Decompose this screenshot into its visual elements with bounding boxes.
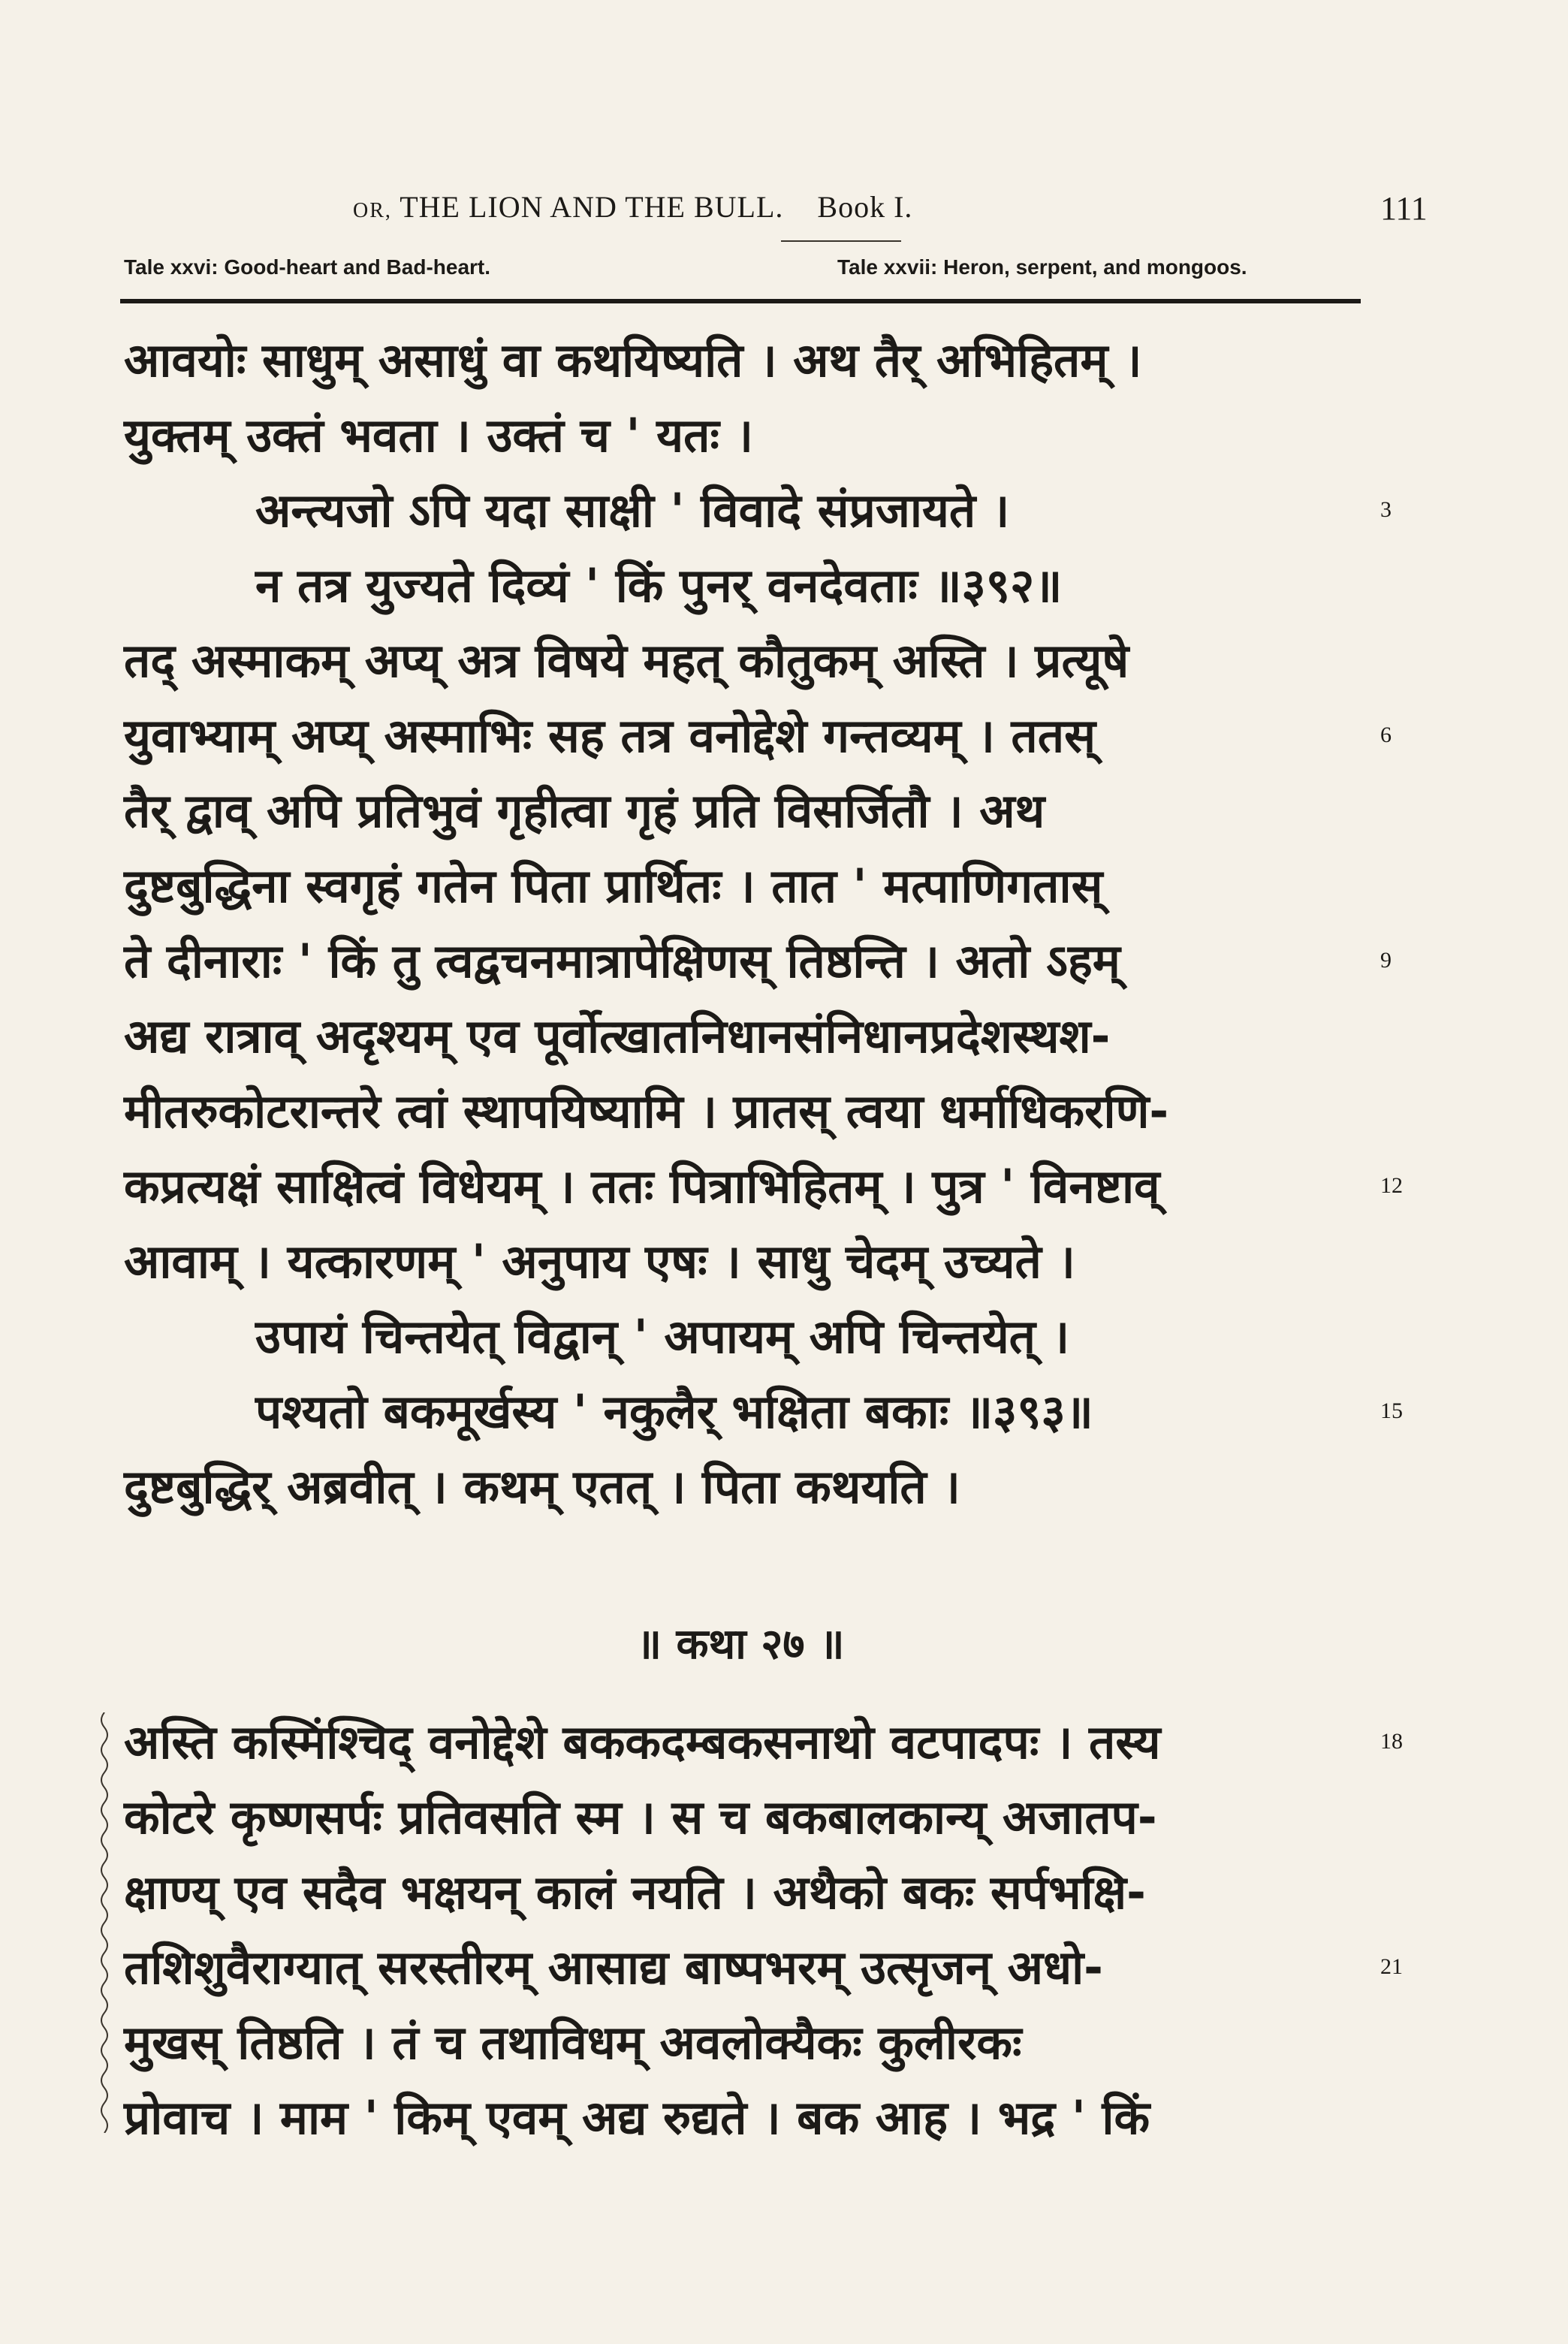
- text-line-2: युक्तम् उक्तं भवता । उक्तं च ' यतः ।: [124, 408, 754, 463]
- line-number-15: 15: [1380, 1398, 1403, 1423]
- line-number-3: 3: [1380, 497, 1392, 522]
- text-line-6: युवाभ्याम् अप्य् अस्माभिः सह तत्र वनोद्देशे गन्तव्यम् । ततस्: [124, 708, 1096, 763]
- verse-line-4: पश्यतो बकमूर्खस्य ' नकुलैर् भक्षिता बकाः ॥३९३॥: [255, 1384, 1093, 1439]
- text-line-8: दुष्टबुद्धिना स्वगृहं गतेन पिता प्रार्थितः । तात ' मत्पाणिगतास्: [124, 858, 1103, 913]
- text-line-9: ते दीनाराः ' किं तु त्वद्वचनमात्रापेक्षिणस् तिष्ठन्ति । अतो ऽहम्: [124, 934, 1120, 988]
- subheading-right: Tale xxvii: Heron, serpent, and mongoos.: [837, 255, 1247, 279]
- text-line-1: आवयोः साधुम् असाधुं वा कथयिष्यति । अथ तैर् अभिहितम् ।: [124, 333, 1142, 388]
- text-line-13: आवाम् । यत्कारणम् ' अनुपाय एषः । साधु चेदम् उच्यते ।: [124, 1234, 1075, 1289]
- running-title-book: Book I.: [817, 190, 913, 224]
- text-line-12: कप्रत्यक्षं साक्षित्वं विधेयम् । ततः पित्राभिहितम् । पुत्र ' विनष्टाव्: [124, 1159, 1160, 1214]
- line-number-21: 21: [1380, 1954, 1403, 1979]
- text-line-11: मीतरुकोटरान्तरे त्वां स्थापयिष्यामि । प्रातस् त्वया धर्माधिकरणि-: [124, 1084, 1169, 1139]
- text-line-5: तद् अस्माकम् अप्य् अत्र विषये महत् कौतुकम् अस्ति । प्रत्यूषे: [124, 633, 1129, 688]
- text-line-7: तैर् द्वाव् अपि प्रतिभुवं गृहीत्वा गृहं प्रति विसर्जितौ । अथ: [124, 783, 1045, 838]
- margin-wavy-bracket: [96, 1712, 113, 2133]
- tale-line-1: अस्ति कस्मिंश्चिद् वनोद्देशे बककदम्बकसनाथो वटपादपः । तस्य: [124, 1715, 1161, 1769]
- tale-line-3: क्षाण्य् एव सदैव भक्षयन् कालं नयति । अथैको बकः सर्पभक्षि-: [124, 1865, 1146, 1920]
- verse-line-3: उपायं चिन्तयेत् विद्वान् ' अपायम् अपि चिन्तयेत् ।: [255, 1309, 1070, 1364]
- running-title: [353, 189, 1179, 225]
- text-line-16: दुष्टबुद्धिर् अब्रवीत् । कथम् एतत् । पिता कथयति ।: [124, 1459, 960, 1514]
- line-number-18: 18: [1380, 1729, 1403, 1754]
- page-number: 111: [1380, 190, 1428, 227]
- header-thick-rule: [120, 299, 1361, 303]
- verse-line-1: अन्त्यजो ऽपि यदा साक्षी ' विवादे संप्रजायते ।: [255, 483, 1010, 538]
- line-number-9: 9: [1380, 948, 1392, 973]
- tale-heading: ॥ कथा २७ ॥: [636, 1620, 845, 1669]
- tale-line-2: कोटरे कृष्णसर्पः प्रतिवसति स्म । स च बकबालकान्य् अजातप-: [124, 1790, 1157, 1845]
- running-title-or: OR,: [353, 199, 392, 222]
- tale-line-5: मुखस् तिष्ठति । तं च तथाविधम् अवलोक्यैकः कुलीरकः: [124, 2015, 1022, 2070]
- verse-line-2: न तत्र युज्यते दिव्यं ' किं पुनर् वनदेवताः ॥३९२॥: [255, 558, 1063, 613]
- subheading-left: Tale xxvi: Good-heart and Bad-heart.: [124, 255, 491, 279]
- header-thin-rule: [781, 240, 901, 242]
- tale-line-6: प्रोवाच । माम ' किम् एवम् अद्य रुद्यते । बक आह । भद्र ' किं: [124, 2090, 1150, 2145]
- line-number-12: 12: [1380, 1173, 1403, 1198]
- line-number-6: 6: [1380, 723, 1392, 747]
- text-line-10: अद्य रात्राव् अदृश्यम् एव पूर्वोत्खातनिधानसंनिधानप्रदेशस्थश-: [124, 1009, 1111, 1063]
- tale-line-4: तशिशुवैराग्यात् सरस्तीरम् आसाद्य बाष्पभरम् उत्सृजन् अधो-: [124, 1940, 1103, 1995]
- running-title-text: THE LION AND THE BULL.: [400, 190, 784, 224]
